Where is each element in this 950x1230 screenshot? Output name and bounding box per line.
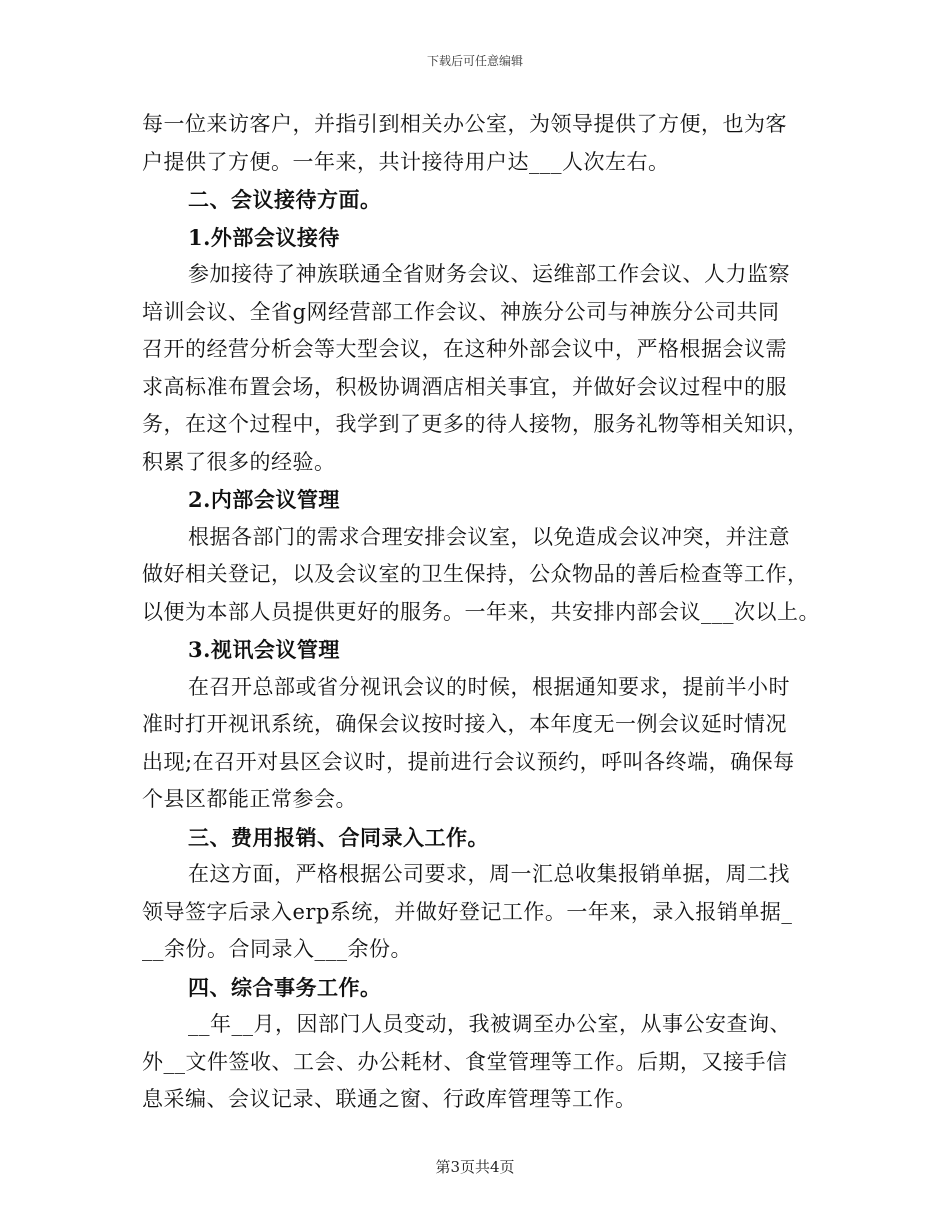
body-line: 召开的经营分析会等大型会议，在这种外部会议中，严格根据会议需 [142,337,787,361]
subsection-heading: 1.外部会议接待 [188,224,340,250]
body-line: 积累了很多的经验。 [142,449,336,474]
body-line: 务，在这个过程中，我学到了更多的待人接物，服务礼物等相关知识， [142,412,809,436]
body-line: 出现;在召开对县区会议时，提前进行会议预约，呼叫各终端，确保每 [142,749,795,774]
body-line: 准时打开视讯系统，确保会议按时接入，本年度无一例会议延时情况 [142,712,787,736]
subsection-heading: 3.视讯会议管理 [188,637,340,662]
paragraph-first-line: __年__月，因部门人员变动，我被调至办公室，从事公安查询、 [188,1012,791,1036]
section-heading: 三、费用报销、合同录入工作。 [188,824,489,850]
body-line: 做好相关登记，以及会议室的卫生保持，公众物品的善后检查等工作， [142,562,809,586]
body-line: 户提供了方便。一年来，共计接待用户达___人次左右。 [142,149,670,174]
section-heading: 四、综合事务工作。 [188,974,382,1000]
body-line: 息采编、会议记录、联通之窗、行政库管理等工作。 [142,1087,637,1111]
subsection-heading: 2.内部会议管理 [188,487,340,512]
body-line: 外__文件签收、工会、办公耗材、食堂管理等工作。后期，又接手信 [142,1049,788,1074]
paragraph-first-line: 在这方面，严格根据公司要求，周一汇总收集报销单据，周二找 [188,862,790,886]
body-line: __余份。合同录入___余份。 [142,937,412,961]
body-line: 领导签字后录入erp系统，并做好登记工作。一年来，录入报销单据_ [142,899,793,924]
section-heading: 二、会议接待方面。 [188,187,382,212]
body-line: 每一位来访客户，并指引到相关办公室，为领导提供了方便，也为客 [142,112,787,136]
body-line: 培训会议、全省g网经营部工作会议、神族分公司与神族分公司共同 [142,299,780,324]
page-header: 下载后可任意编辑 [426,54,523,68]
paragraph-first-line: 根据各部门的需求合理安排会议室，以免造成会议冲突，并注意 [188,524,790,549]
paragraph-first-line: 在召开总部或省分视讯会议的时候，根据通知要求，提前半小时 [188,674,790,699]
body-line: 个县区都能正常参会。 [142,787,357,811]
body-line: 求高标准布置会场，积极协调酒店相关事宜，并做好会议过程中的服 [142,374,787,399]
paragraph-first-line: 参加接待了神族联通全省财务会议、运维部工作会议、人力监察 [188,262,790,286]
document-body [142,106,820,1119]
body-line: 以便为本部人员提供更好的服务。一年来，共安排内部会议___次以上。 [142,599,820,624]
page-footer: 第3页共4页 [435,1158,515,1176]
